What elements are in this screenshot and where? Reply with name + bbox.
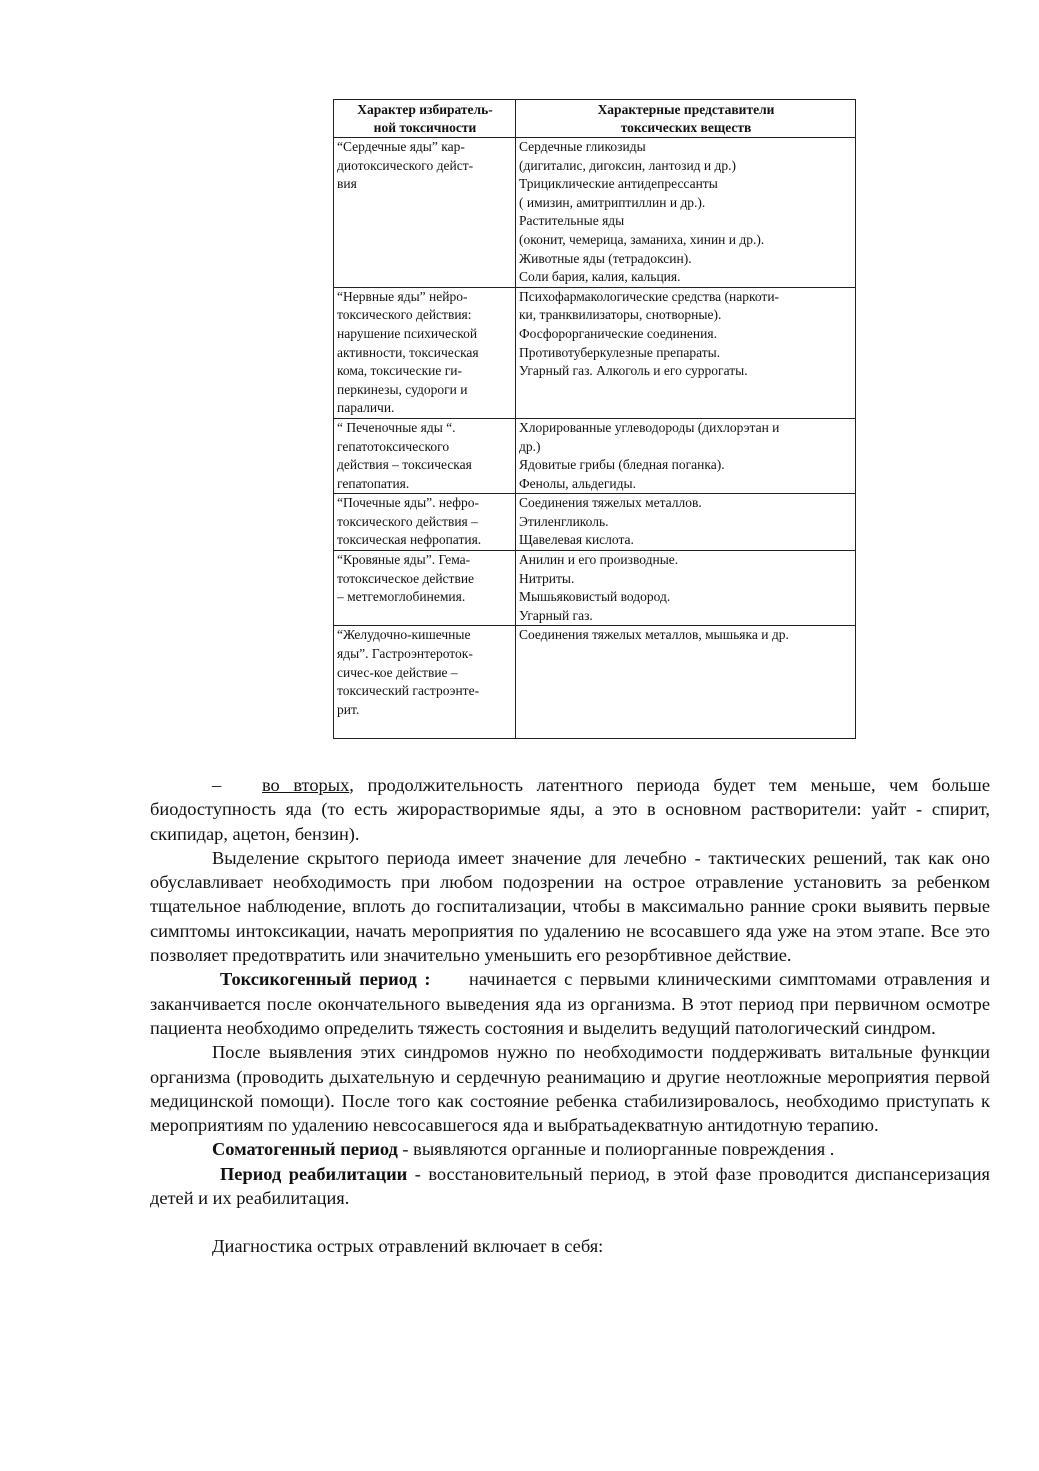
paragraph-text: начинается с первыми клиническими симптомами отравления и заканчивается после окончательного выведения яда из организма. В этот период при первичном осмотре пациента необходимо определить тяжесть состояния и выделить ведущий патологический синдром. [150,969,990,1038]
cell-line: Ядовитые грибы (бледная поганка). [519,457,725,473]
cell-line: токсический гастроэнте- [337,683,480,699]
toxicity-type-cell [334,551,516,626]
cell-line: Соединения тяжелых металлов, мышьяка и др. [519,627,789,643]
term-somatogenic-period: Соматогенный период [212,1139,398,1160]
cell-line: гепатопатия. [337,475,410,491]
cell-line: Фосфорорганические соединения. [519,325,717,341]
representatives-cell [516,287,856,418]
paragraph-latent-period [150,773,990,846]
cell-line: гепатотоксического [337,438,450,454]
header-line: токсических веществ [620,120,752,135]
paragraph-text: - выявляются органные и полиорганные повреждения . [397,1139,835,1160]
cell-line: Сердечные гликозиды [519,139,646,154]
cell-line: Трициклические антидепрессанты [519,176,718,192]
cell-line: “ Печеночные яды “. [337,419,456,435]
cell-line: Животные яды (тетрадоксин). [519,250,692,266]
cell-line: диотоксического дейст- [337,157,474,173]
cell-line: “Желудочно-кишечные [337,627,471,643]
cell-line: Растительные яды [519,213,625,229]
cell-line: Нитриты. [519,570,575,586]
underlined-phrase: во вторых [261,775,350,795]
cell-line: (дигиталис, дигоксин, лантозид и др.) [519,157,737,173]
paragraph-toxicogenic [150,967,990,1040]
representatives-cell [516,418,856,493]
paragraph-text: , продолжительность латентного периода будет тем меньше, чем больше биодоступность яда (то есть жирорастворимые яды, а это в основном растворители: уайт - спирит, скипидар, ацетон, бензин). [150,775,990,844]
representatives-cell [516,494,856,551]
dash: – [212,775,222,795]
body-text [150,773,990,1259]
cell-line: Угарный газ. [519,607,593,623]
cell-line: действия – токсическая [337,457,472,473]
cell-line: др.) [519,438,541,454]
cell-line: Фенолы, альдегиды. [519,475,636,491]
representatives-cell [516,138,856,288]
cell-line: активности, токсическая [337,344,479,360]
cell-line: тотоксическое действие [337,570,475,586]
cell-line: Хлорированные углеводороды (дихлорэтан и [519,419,780,435]
table-row [334,494,856,551]
cell-line: Щавелевая кислота. [519,532,634,548]
term-toxicogenic-period: Токсикогенный период : [220,969,431,990]
cell-line: “Нервные яды” нейро- [337,288,468,304]
spacer [150,1210,990,1234]
cell-line: “Сердечные яды” кар- [337,139,465,154]
header-line: ной токсичности [373,120,477,135]
cell-line: рит. [337,701,360,717]
cell-line: сичес-кое действие – [337,664,458,680]
cell-line: Этиленгликоль. [519,513,609,529]
cell-line: кома, токсические ги- [337,363,462,379]
cell-line: (оконит, чемерица, заманиха, хинин и др.). [519,231,765,247]
table-row [334,138,856,288]
representatives-cell [516,626,856,739]
cell-line: – метгемоглобинемия. [337,589,466,605]
cell-line: вия [337,176,357,192]
table-header-row [334,100,856,138]
cell-line: “Почечные яды”. нефро- [337,495,480,511]
toxicity-type-cell [334,626,516,739]
cell-line: ( имизин, амитриптиллин и др.). [519,194,706,210]
cell-line: Соединения тяжелых металлов. [519,495,702,511]
cell-line: Соли бария, калия, кальция. [519,269,681,285]
cell-line: перкинезы, судороги и [337,381,468,397]
representatives-cell [516,551,856,626]
cell-line: Противотуберкулезные препараты. [519,344,721,360]
header-line: Характерные представители [597,102,775,117]
table-row [334,626,856,739]
cell-line: токсического действия – [337,513,478,529]
term-rehabilitation-period: Период реабилитации [220,1163,408,1184]
header-representatives [516,100,856,138]
cell-line: яды”. Гастроэнтероток- [337,646,473,662]
toxicity-type-cell [334,418,516,493]
header-line: Характер избиратель- [357,102,493,117]
cell-line: Анилин и его производные. [519,552,679,568]
table-row [334,551,856,626]
paragraph-diagnostics: Диагностика острых отравлений включает в себя: [212,1236,604,1257]
cell-line: параличи. [337,400,395,416]
header-selective-toxicity [334,100,516,138]
cell-line: нарушение психической [337,325,478,341]
toxicity-type-cell [334,138,516,288]
cell-line: токсическая нефропатия. [337,532,482,548]
cell-line: ки, транквилизаторы, снотворные). [519,307,722,323]
paragraph-vital-functions: После выявления этих синдромов нужно по необходимости поддерживать витальные функции организма (проводить дыхательную и сердечную реанимацию и другие неотложные мероприятия первой медицинской помощи). После того как состояние ребенка стабилизировалось, необходимо приступать к мероприятиям по удалению невсосавшегося яда и выбратьадекватную антидотную терапию. [150,1042,990,1136]
cell-line: токсического действия: [337,307,472,323]
table-row [334,287,856,418]
paragraph-rehabilitation [150,1162,990,1211]
table-body [334,138,856,739]
paragraph-hidden-period: Выделение скрытого периода имеет значение для лечебно - тактических решений, так как оно обуславливает необходимость при любом подозрении на острое отравление установить за ребенком тщательное наблюдение, вплоть до госпитализации, чтобы в максимально ранние сроки выявить первые симптомы интоксикации, начать мероприятия по удалению не всосавшего яда уже на этом этапе. Все это позволяет предотвратить или значительно уменьшить его резорбтивное действие. [150,847,990,966]
cell-line: Угарный газ. Алкоголь и его суррогаты. [519,363,748,379]
paragraph-somatogenic [150,1137,990,1161]
paragraph-text: - восстановительный период, в этой фазе проводится диспансеризация детей и их реабилитация. [150,1163,990,1209]
toxicity-type-cell [334,494,516,551]
toxicity-type-cell [334,287,516,418]
cell-line: “Кровяные яды”. Гема- [337,552,471,568]
toxicity-table [333,99,856,739]
table-row [334,418,856,493]
cell-line: Психофармакологические средства (наркоти- [519,288,780,304]
cell-line: Мышьяковистый водород. [519,589,671,605]
